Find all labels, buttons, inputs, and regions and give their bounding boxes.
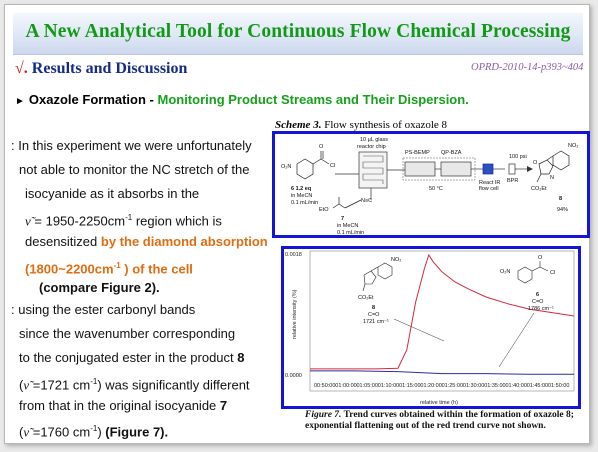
qp-bza-column bbox=[441, 162, 471, 176]
x-tick-label: 01:10:00 bbox=[377, 383, 400, 389]
flow-scheme-diagram bbox=[275, 134, 587, 235]
x-tick-label: 01:35:00 bbox=[484, 383, 506, 389]
product-ester: CO₂Et bbox=[531, 186, 547, 192]
body-line: not able to monitor the NC stretch of the bbox=[19, 162, 250, 177]
reagent-oxygen-annotation: O bbox=[538, 255, 543, 261]
compound-number: 7 bbox=[219, 398, 228, 413]
scheme-caption-text: Flow synthesis of oxazole 8 bbox=[321, 119, 448, 131]
chip-label-2: reactor chip bbox=[357, 144, 386, 150]
body-text: =1721 cm bbox=[29, 377, 91, 393]
y-top-label: 0.0018 bbox=[285, 252, 302, 258]
annotation-reagent-number: 6 bbox=[536, 292, 540, 298]
superscript: -1 bbox=[90, 377, 98, 386]
body-line: (ν̃ =1721 $cm^{-1}$) was significantly different bbox=[19, 377, 250, 393]
body-text: desensitized bbox=[25, 234, 101, 249]
subtopic-highlight: Monitoring Product Streams and Their Dispersion. bbox=[157, 92, 469, 107]
pressure-label: 100 psi bbox=[509, 154, 527, 160]
pointer-icon: ► bbox=[15, 96, 25, 107]
slide bbox=[4, 4, 590, 444]
body-line: isocyanide as it absorbs in the bbox=[25, 186, 200, 201]
figure-reference: (Figure 7). bbox=[105, 424, 169, 440]
superscript: -1 bbox=[90, 424, 98, 433]
body-text: to the conjugated ester in the product bbox=[19, 350, 238, 365]
body-line: (compare Figure 2). bbox=[39, 280, 160, 295]
product-nitro-annotation: NO₂ bbox=[391, 257, 402, 263]
highlight-line bbox=[25, 258, 193, 277]
x-tick-label: 01:40:00 bbox=[505, 383, 527, 389]
ir-cell-label-1: React IR bbox=[479, 180, 501, 186]
oxygen-label: O bbox=[319, 144, 324, 150]
reagent-chlorine-annotation: Cl bbox=[550, 270, 556, 276]
scheme-figure bbox=[272, 131, 590, 238]
body-line bbox=[25, 234, 268, 250]
figure-caption-text: Trend curves obtained within the formation of oxazole 8; exponential flattening out of the red trend curve not shown. bbox=[305, 410, 574, 431]
y-bottom-label: 0.0000 bbox=[285, 373, 302, 379]
body-line bbox=[25, 210, 222, 229]
body-text: from that in the original isocyanide bbox=[19, 398, 220, 413]
x-tick-label: 01:50:00 bbox=[548, 383, 570, 389]
reagent-7-line-2: in MeCN bbox=[337, 223, 359, 229]
superscript: -1 bbox=[125, 213, 133, 222]
product-number: 8 bbox=[559, 196, 563, 202]
highlight-text: (1800~2200cm bbox=[25, 261, 114, 277]
x-tick-label: 01:45:00 bbox=[526, 383, 549, 389]
body-line: : using the ester carbonyl bands bbox=[11, 302, 196, 317]
figure-label: Figure 7. bbox=[305, 410, 342, 420]
bpr-label: BPR bbox=[507, 178, 519, 184]
temperature-label: 50 °C bbox=[429, 186, 443, 192]
ir-cell-label-2: flow cell bbox=[479, 186, 499, 192]
body-line: since the wavenumber corresponding bbox=[19, 326, 236, 341]
nu-symbol: ν̃ bbox=[23, 424, 30, 440]
annotation-product-band-1: C=O bbox=[368, 312, 380, 318]
scheme-caption bbox=[275, 119, 447, 131]
x-axis-label: relative time (h) bbox=[420, 400, 458, 406]
trend-chart bbox=[284, 249, 578, 406]
superscript: -1 bbox=[113, 261, 121, 270]
subtopic-line bbox=[15, 92, 469, 107]
x-tick-label: 01:05:00 bbox=[356, 383, 378, 389]
section-heading bbox=[15, 60, 187, 78]
slide-title: A New Analytical Tool for Continuous Flow Chemical Processing bbox=[25, 21, 571, 42]
highlight-text: by the diamond absorption bbox=[100, 234, 268, 249]
ir-flow-cell bbox=[483, 164, 493, 174]
column-2-label: QP-BZA bbox=[441, 150, 462, 156]
reagent-6-line-3: 0.1 mL/min bbox=[291, 200, 319, 206]
highlight-text: ) of the cell bbox=[120, 261, 193, 277]
body-line bbox=[19, 350, 245, 366]
reagent-nitro-annotation: O₂N bbox=[500, 269, 511, 275]
x-tick-label: 01:25:00 bbox=[441, 383, 464, 389]
ps-bemp-column bbox=[405, 162, 435, 176]
trend-plot-figure bbox=[281, 246, 581, 409]
annotation-reagent-band-1: C=O bbox=[532, 299, 544, 305]
arrow-head bbox=[527, 166, 533, 172]
annotation-product-band-2: 1721 cm⁻¹ bbox=[363, 319, 389, 325]
annotation-product-number: 8 bbox=[372, 305, 376, 311]
oxazole-oxygen: O bbox=[533, 160, 538, 166]
product-ester-annotation: CO₂Et bbox=[358, 295, 374, 301]
reagent-6-line-1: 6 1.2 eq bbox=[291, 186, 312, 192]
subtopic-prefix: Oxazole Formation - bbox=[28, 92, 158, 107]
chip-label-1: 10 μL glass bbox=[360, 137, 389, 143]
x-tick-label: 01:00:00 bbox=[335, 383, 357, 389]
nu-symbol: ν̃ bbox=[23, 377, 30, 393]
reagent-7-line-3: 0.1 mL/min bbox=[337, 230, 365, 235]
product-yield: 94% bbox=[557, 207, 569, 213]
reference-label: OPRD-2010-14-p393~404 bbox=[471, 62, 584, 73]
back-pressure-regulator bbox=[509, 164, 515, 174]
body-text: region which is bbox=[132, 213, 222, 229]
x-tick-label: 01:15:00 bbox=[399, 383, 421, 389]
figure-caption bbox=[305, 410, 590, 431]
reagent-6-line-2: in MeCN bbox=[291, 193, 313, 199]
compound-6-structure bbox=[297, 151, 329, 179]
column-1-label: PS-BEMP bbox=[405, 150, 430, 156]
ethoxy-label: EtO bbox=[319, 207, 329, 213]
reagent-7-line-1: 7 bbox=[341, 216, 345, 222]
body-text: ) bbox=[97, 424, 106, 440]
body-line: : In this experiment we were unfortunately bbox=[11, 138, 252, 153]
product-nitro: NO₂ bbox=[568, 143, 579, 149]
body-text: = 1950-2250cm bbox=[30, 213, 126, 229]
isocyanide-label: N≡C bbox=[361, 198, 373, 204]
scheme-label: Scheme 3. bbox=[275, 119, 322, 131]
body-line bbox=[19, 398, 227, 414]
nitro-label: O₂N bbox=[281, 164, 292, 170]
compound-7-structure bbox=[333, 197, 361, 208]
x-tick-label: 00:50:00 bbox=[314, 383, 336, 389]
x-tick-label: 01:20:00 bbox=[420, 383, 442, 389]
nu-symbol: ν̃ bbox=[25, 213, 31, 229]
compound-number: 8 bbox=[237, 350, 245, 365]
oxazole-nitrogen: N bbox=[550, 175, 554, 181]
title-bar bbox=[13, 13, 583, 55]
section-title: Results and Discussion bbox=[31, 60, 188, 77]
chlorine-label: Cl bbox=[330, 163, 336, 169]
x-tick-labels bbox=[314, 383, 569, 389]
body-line: (ν̃ =1760 $cm^{-1}$) (Figure 7). bbox=[19, 424, 169, 440]
y-axis-label: relative intensity (%) bbox=[292, 289, 298, 339]
body-text: ) was significantly different bbox=[97, 377, 250, 393]
annotation-reagent-band-2: 1786 cm⁻¹ bbox=[528, 306, 554, 312]
check-mark: √. bbox=[15, 60, 28, 77]
body-text: =1760 cm bbox=[29, 424, 91, 440]
x-tick-label: 01:30:00 bbox=[462, 383, 485, 389]
